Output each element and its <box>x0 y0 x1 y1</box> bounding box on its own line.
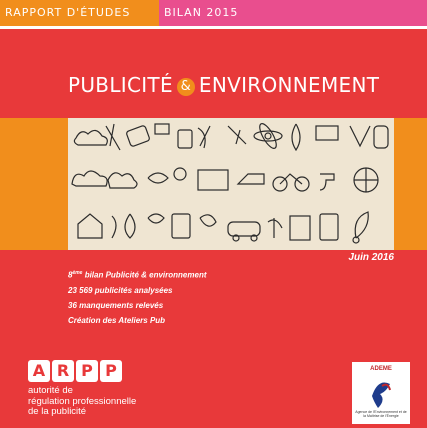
pen-icon <box>228 126 246 144</box>
ademe-caption: Agence de l'Environnement et de la Maîtrise de l'Énergie <box>355 410 407 418</box>
spoon-icon <box>112 216 116 238</box>
title-ampersand: & <box>177 78 195 96</box>
ademe-label: ADEME <box>370 366 392 372</box>
lamp-icon <box>178 130 192 148</box>
document-icon <box>290 216 310 240</box>
recycle-icon <box>148 214 164 223</box>
tap-icon <box>320 174 334 190</box>
drop-leaf-icon <box>292 124 300 150</box>
leaf-icon <box>198 126 210 148</box>
highlight-item-3: 36 manquements relevés <box>68 300 164 310</box>
light-rays-icon <box>106 124 120 150</box>
car-icon <box>228 222 260 236</box>
trash-bin-icon <box>172 214 190 238</box>
title-part-2: ENVIRONNEMENT <box>198 73 380 97</box>
box-icon <box>155 124 169 134</box>
cloud-icon-3 <box>108 173 137 188</box>
cloud-icon <box>74 130 107 145</box>
truck-icon <box>238 174 264 184</box>
report-year-label: BILAN 2015 <box>159 0 427 26</box>
phone-icon <box>374 126 388 148</box>
highlight-item-2: 23 569 publicités analysées <box>68 285 173 295</box>
ademe-logo <box>352 362 410 424</box>
arpp-name: autorité de régulation professionnelle de la publicité <box>28 385 137 417</box>
doodles-svg <box>68 118 394 250</box>
hexagons-icon <box>148 173 168 183</box>
highlights-list <box>68 266 207 328</box>
plant-pot-icon <box>268 218 282 238</box>
arpp-letter-p1: P <box>76 360 98 382</box>
recycle-arrows-icon <box>200 215 216 226</box>
water-drop-icon <box>125 214 135 238</box>
arrows-icon <box>350 126 370 146</box>
header-bar <box>0 0 427 26</box>
crate-icon <box>198 170 228 190</box>
cloud-icon-2 <box>72 171 107 186</box>
arpp-letter-a: A <box>28 360 50 382</box>
screen-icon <box>316 126 338 140</box>
atom-icon <box>265 133 271 139</box>
page-title <box>68 73 379 97</box>
arpp-letter-r: R <box>52 360 74 382</box>
arpp-letter-p2: P <box>100 360 122 382</box>
highlight-item-1: 8ème bilan Publicité & environnement <box>68 270 207 280</box>
title-part-1: PUBLICITÉ <box>68 73 173 97</box>
price-tag-icon <box>126 125 150 147</box>
package-icon <box>78 214 102 238</box>
sprout-icon <box>355 212 368 238</box>
arpp-logo <box>28 360 122 382</box>
highlight-item-4: Création des Ateliers Pub <box>68 315 166 325</box>
publication-date: Juin 2016 <box>348 252 394 263</box>
report-type-label: RAPPORT D'ÉTUDES <box>0 0 159 26</box>
notebook-icon <box>320 214 338 240</box>
eco-doodles-illustration <box>68 118 394 250</box>
